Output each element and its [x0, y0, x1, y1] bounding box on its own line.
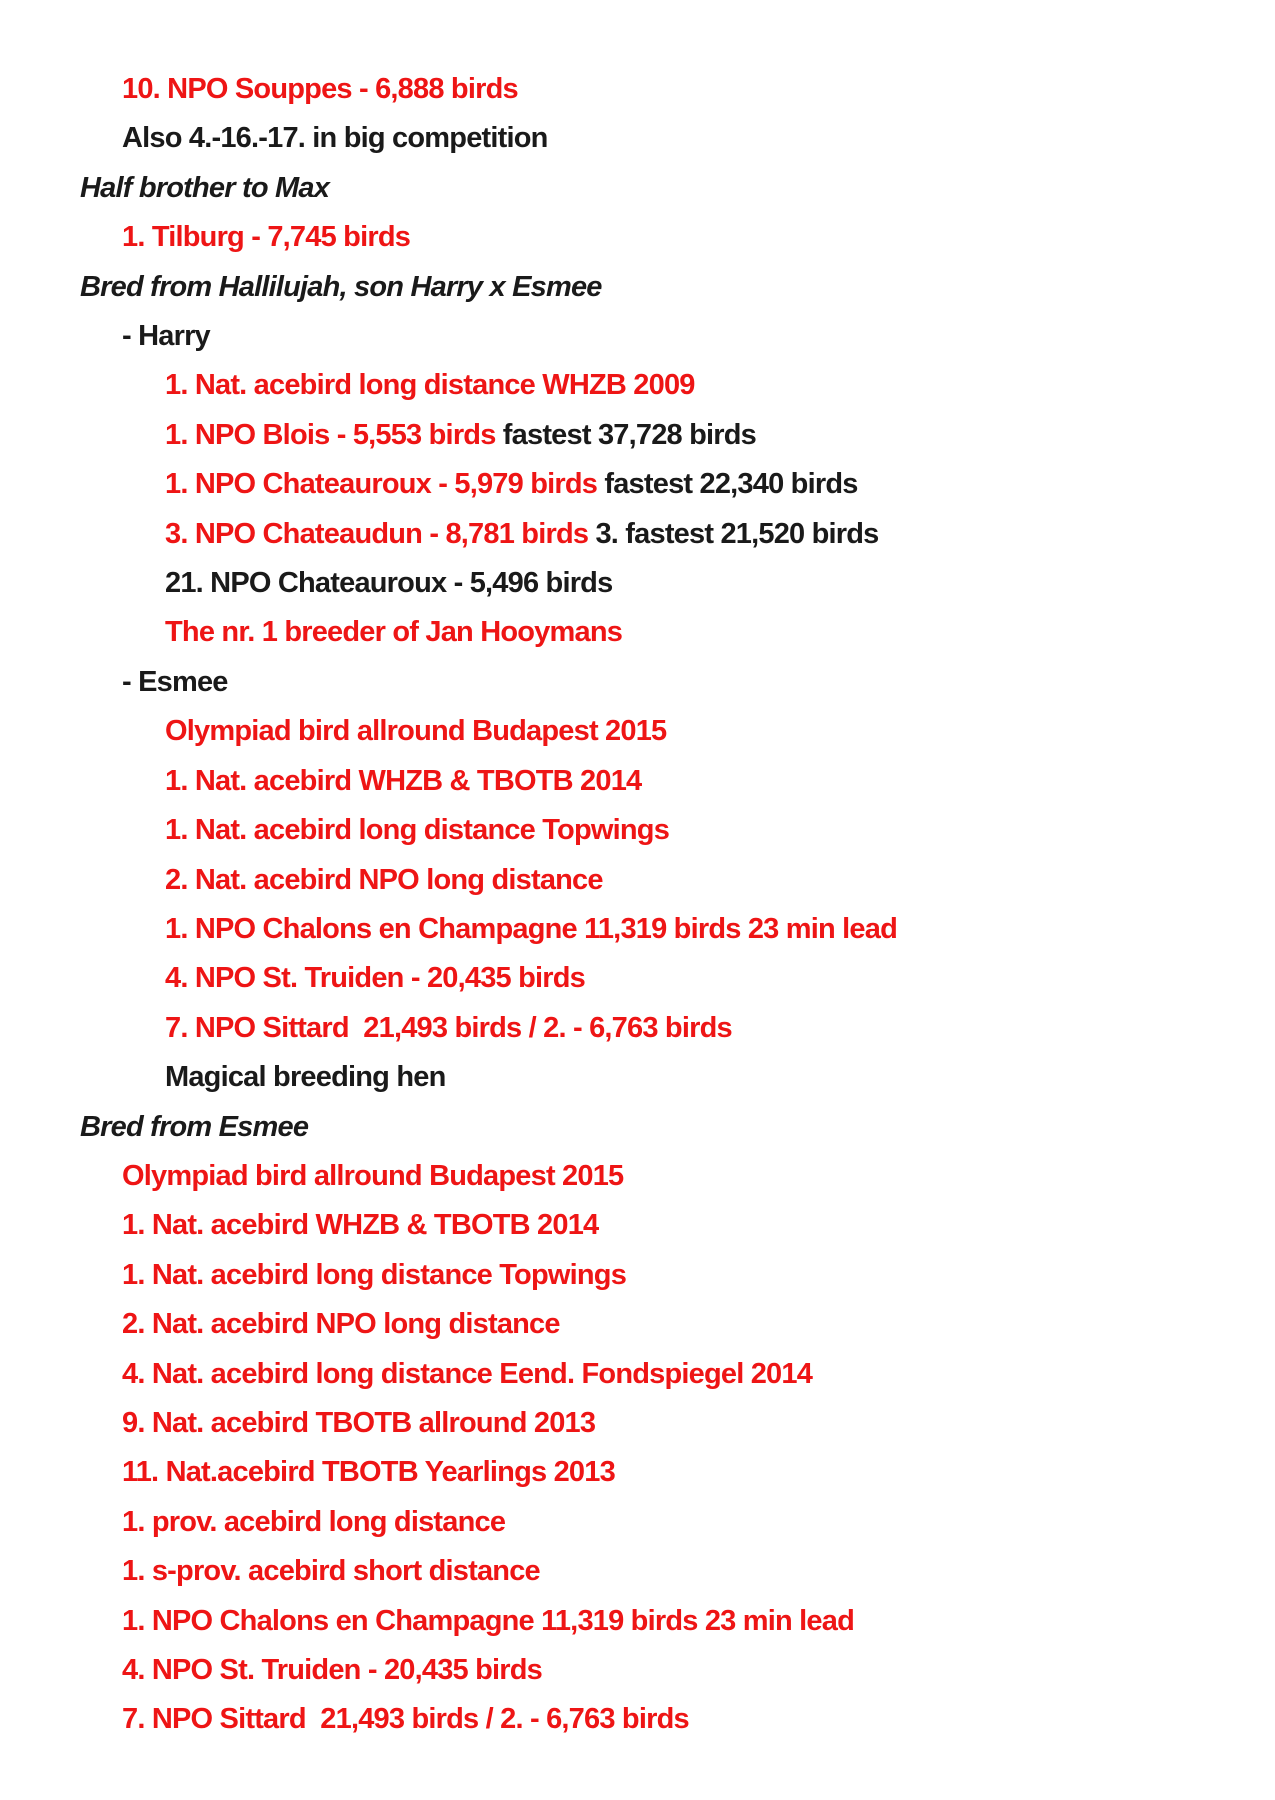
note-line: [0, 1053, 1275, 1102]
text-segment: Olympiad bird allround Budapest 2015: [165, 715, 667, 748]
text-segment: Half brother to Max: [80, 171, 330, 204]
achievement-line: [0, 1152, 1275, 1201]
text-segment: 1. NPO Blois - 5,553 birds: [165, 418, 496, 451]
text-segment: Olympiad bird allround Budapest 2015: [122, 1159, 624, 1192]
achievement-line: [0, 1251, 1275, 1300]
text-segment: 4. Nat. acebird long distance Eend. Fondspiegel 2014: [122, 1357, 813, 1390]
achievement-line: [0, 559, 1275, 608]
section-heading-line: [0, 1103, 1275, 1152]
text-segment: Bred from Esmee: [80, 1110, 309, 1143]
text-segment: 2. Nat. acebird NPO long distance: [165, 863, 603, 896]
text-segment: 10. NPO Souppes - 6,888 birds: [122, 73, 518, 105]
text-segment: 7. NPO Sittard 21,493 birds / 2. - 6,763 birds: [122, 1703, 689, 1736]
achievement-line: [0, 757, 1275, 806]
text-segment: 7. NPO Sittard 21,493 birds / 2. - 6,763 birds: [165, 1011, 732, 1044]
text-segment: The nr. 1 breeder of Jan Hooymans: [165, 616, 623, 649]
text-segment: Magical breeding hen: [165, 1061, 446, 1094]
note-line: [0, 114, 1275, 163]
text-segment: Also 4.-16.-17. in big competition: [122, 122, 548, 155]
text-segment: 21. NPO Chateauroux - 5,496 birds: [165, 567, 613, 600]
achievement-line: [0, 1448, 1275, 1497]
achievement-line: [0, 65, 1275, 114]
text-segment: 1. NPO Chalons en Champagne 11,319 birds 23 min lead: [165, 912, 897, 945]
text-segment: 11. Nat.acebird TBOTB Yearlings 2013: [122, 1456, 615, 1489]
text-segment: 2. Nat. acebird NPO long distance: [122, 1308, 560, 1341]
achievement-line: [0, 1350, 1275, 1399]
text-segment: fastest 37,728 birds: [495, 418, 757, 451]
text-segment: 1. Tilburg - 7,745 birds: [122, 221, 411, 254]
achievement-line: [0, 608, 1275, 657]
achievement-line: [0, 806, 1275, 855]
text-segment: fastest 22,340 birds: [597, 468, 858, 501]
text-segment: 4. NPO St. Truiden - 20,435 birds: [122, 1654, 543, 1686]
text-segment: 1. NPO Chateauroux - 5,979 birds: [165, 468, 598, 501]
achievement-line: [0, 905, 1275, 954]
achievement-line: [0, 1399, 1275, 1448]
achievement-line: [0, 361, 1275, 410]
achievement-line: [0, 856, 1275, 905]
text-segment: 1. prov. acebird long distance: [122, 1505, 506, 1538]
achievement-line: [0, 707, 1275, 756]
text-segment: 1. Nat. acebird WHZB & TBOTB 2014: [122, 1209, 599, 1242]
text-segment: 1. Nat. acebird long distance Topwings: [122, 1258, 627, 1291]
achievement-line: [0, 1695, 1275, 1744]
text-segment: 1. s-prov. acebird short distance: [122, 1555, 540, 1588]
bird-name-line: [0, 658, 1275, 707]
text-segment: 3. NPO Chateaudun - 8,781 birds: [165, 517, 589, 550]
achievement-line: [0, 1004, 1275, 1053]
text-segment: 9. Nat. acebird TBOTB allround 2013: [122, 1406, 596, 1439]
bird-name-line: [0, 312, 1275, 361]
achievement-line: [0, 1300, 1275, 1349]
achievement-line: [0, 1646, 1275, 1695]
text-segment: 1. Nat. acebird long distance WHZB 2009: [165, 369, 695, 402]
achievement-line: [0, 1547, 1275, 1596]
text-segment: 1. NPO Chalons en Champagne 11,319 birds 23 min lead: [122, 1604, 854, 1637]
achievement-line: [0, 1597, 1275, 1646]
achievement-line: [0, 1498, 1275, 1547]
text-segment: Bred from Hallilujah, son Harry x Esmee: [80, 270, 602, 303]
section-heading-line: [0, 164, 1275, 213]
achievement-line: [0, 460, 1275, 509]
section-heading-line: [0, 263, 1275, 312]
achievement-line: [0, 411, 1275, 460]
text-segment: 3. fastest 21,520 birds: [588, 517, 879, 550]
text-segment: - Esmee: [122, 665, 228, 698]
achievement-line: [0, 213, 1275, 262]
text-segment: 4. NPO St. Truiden - 20,435 birds: [165, 962, 586, 995]
text-segment: - Harry: [122, 320, 210, 353]
text-segment: 1. Nat. acebird long distance Topwings: [165, 814, 670, 847]
achievement-line: [0, 510, 1275, 559]
achievement-line: [0, 1201, 1275, 1250]
text-segment: 1. Nat. acebird WHZB & TBOTB 2014: [165, 764, 642, 797]
achievement-line: [0, 954, 1275, 1003]
